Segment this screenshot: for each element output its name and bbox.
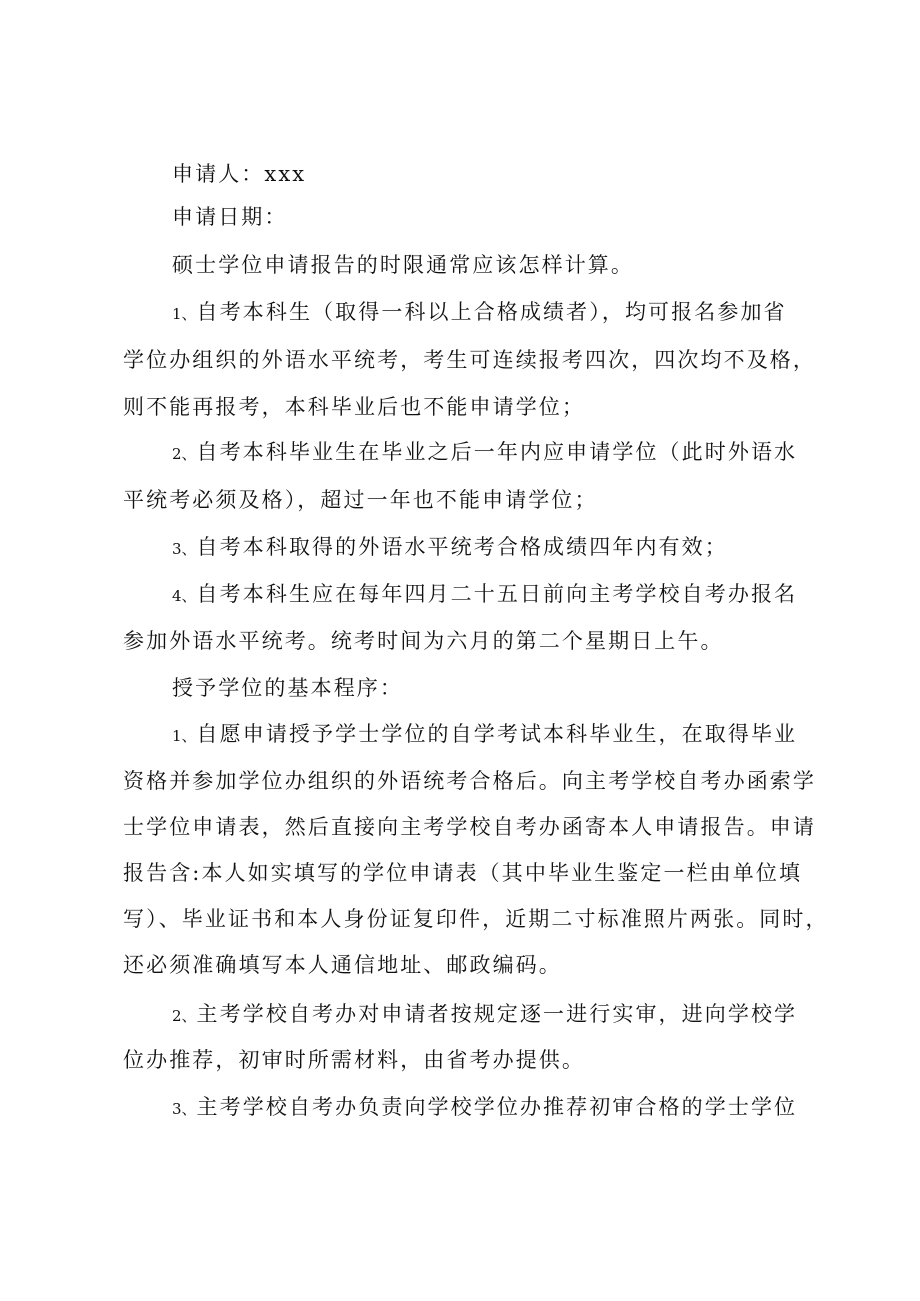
applicant-line: 申请人：xxx [172,162,307,186]
item-text: 自考本科取得的外语水平统考合格成绩四年内有效； [196,535,728,559]
time-limit-item-3-first-line [172,533,728,563]
item-number: 2、 [172,445,197,463]
item-text: 主考学校自考办负责向学校学位办推荐初审合格的学士学位 [196,1095,798,1119]
item-text: 主考学校自考办对申请者按规定逐一进行实审，进向学校学 [196,1002,798,1026]
item-number: 1、 [172,727,197,745]
item-number: 2、 [172,1007,197,1025]
procedure-item-3-first-line [172,1093,797,1123]
procedure-item-1-first-line [172,720,797,750]
procedure-item-2-first-line [172,1000,797,1030]
time-limit-item-1-line-2: 学位办组织的外语水平统考，考生可连续报考四次，四次均不及格， [123,348,816,372]
procedure-item-1-line-5: 写）、毕业证书和本人身份证复印件，近期二寸标准照片两张。同时， [123,907,829,931]
item-number: 4、 [172,587,197,605]
item-text: 自愿申请授予学士学位的自学考试本科毕业生，在取得毕业 [196,722,798,746]
procedure-item-2-line-2: 位办推荐，初审时所需材料，由省考办提供。 [123,1048,585,1072]
date-line: 申请日期： [172,205,288,229]
procedure-item-1-line-3: 士学位申请表，然后直接向主考学校自考办函寄本人申请报告。申请 [123,815,816,839]
item-text: 自考本科生（取得一科以上合格成绩者），均可报名参加省 [196,300,787,324]
item-number: 3、 [172,540,197,558]
item-text: 自考本科生应在每年四月二十五日前向主考学校自考办报名 [196,582,798,606]
item-number: 1、 [172,305,197,323]
procedure-item-1-line-2: 资格并参加学位办组织的外语统考合格后。向主考学校自考办函索学 [123,769,816,793]
time-limit-item-4-first-line [172,580,797,610]
procedure-title: 授予学位的基本程序： [172,676,403,700]
procedure-item-1-line-4: 报告含:本人如实填写的学位申请表（其中毕业生鉴定一栏由单位填 [123,861,803,885]
time-limit-item-2-first-line [172,438,797,468]
time-limit-item-1-line-3: 则不能再报考，本科毕业后也不能申请学位； [123,395,585,419]
time-limit-item-1-first-line [172,298,787,328]
time-limit-item-2-line-2: 平统考必须及格），超过一年也不能申请学位； [123,488,598,512]
section-title: 硕士学位申请报告的时限通常应该怎样计算。 [172,253,634,277]
item-text: 自考本科毕业生在毕业之后一年内应申请学位（此时外语水 [196,440,798,464]
procedure-item-1-line-6: 还必须准确填写本人通信地址、邮政编码。 [123,953,562,977]
time-limit-item-4-line-2: 参加外语水平统考。统考时间为六月的第二个星期日上午。 [123,629,724,653]
item-number: 3、 [172,1100,197,1118]
